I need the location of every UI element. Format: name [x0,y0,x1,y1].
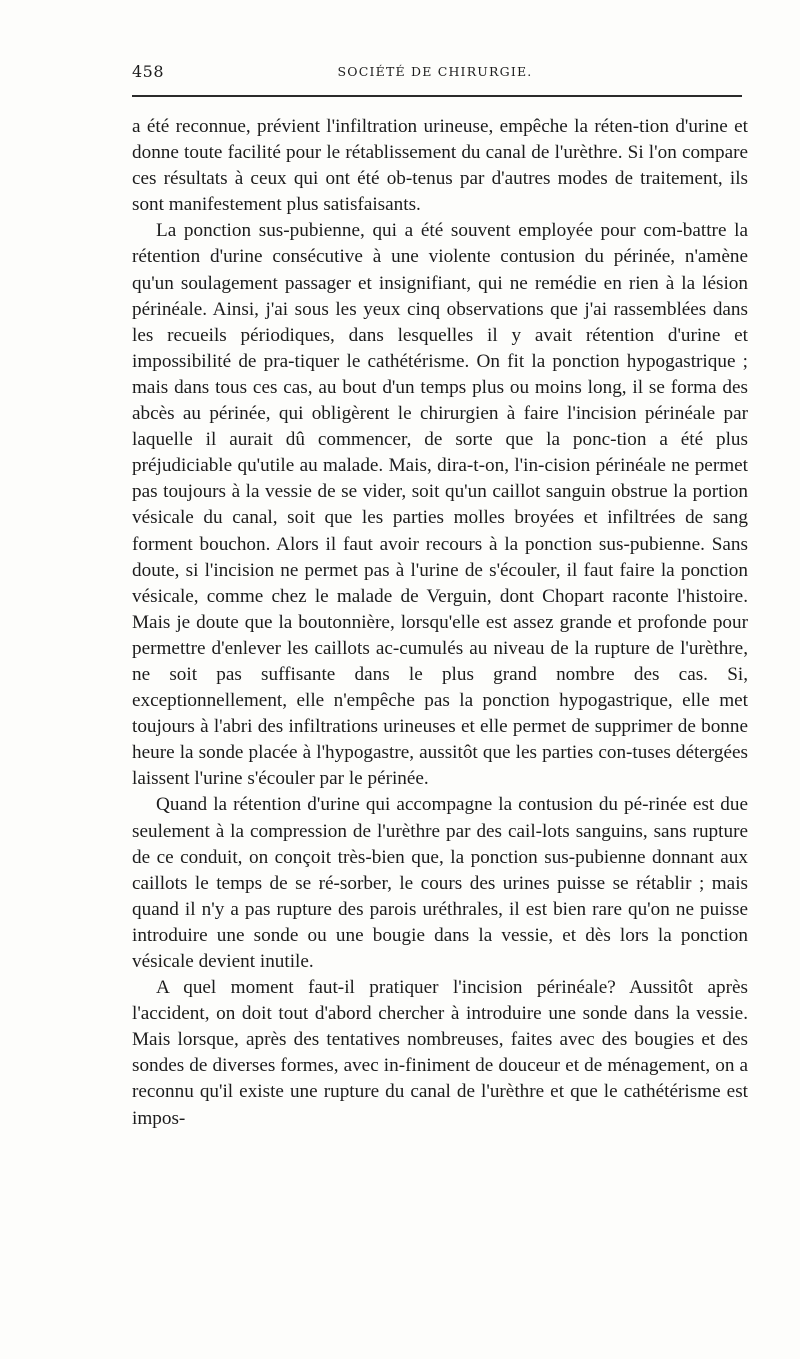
page-number: 458 [132,62,165,81]
running-title: SOCIÉTÉ DE CHIRURGIE. [337,64,533,79]
paragraph: A quel moment faut-il pratiquer l'incision périnéale? Aussitôt après l'accident, on doit tout d'abord chercher à introduire une sonde dans la vessie. Mais lorsque, après des tentatives nombreuses, faites avec des bougies et des sondes de diverses formes, avec in-finiment de douceur et de ménagement, on a reconnu qu'il existe une rupture du canal de l'urèthre et que le cathétérisme est impos- [132,977,748,1129]
page-header [130,62,740,86]
paragraph-continuation: a été reconnue, prévient l'infiltration urineuse, empêche la réten-tion d'urine et donne toute facilité pour le rétablissement du canal de l'urèthre. Si l'on compare ces résultats à ceux qui ont été ob-tenus par d'autres modes de traitement, ils sont manifestement plus satisfaisants. [132,116,748,216]
paragraph: Quand la rétention d'urine qui accompagne la contusion du pé-rinée est due seulement à la compression de l'urèthre par des cail-lots sanguins, sans rupture de ce conduit, on conçoit très-bien que, la ponction sus-pubienne donnant aux caillots le temps de se ré-sorber, le cours des urines puisse se rétablir ; mais quand il n'y a pas rupture des parois uréthrales, il est bien rare qu'on ne puisse introduire une sonde ou une bougie dans la vessie, et dès lors la ponction vésicale devient inutile. [132,794,748,972]
header-rule [132,95,742,97]
paragraph: La ponction sus-pubienne, qui a été souvent employée pour com-battre la rétention d'urine consécutive à une violente contusion du périnée, n'amène qu'un soulagement passager et insignifiant, qui ne remédie en rien à la lésion périnéale. Ainsi, j'ai sous les yeux cinq observations que j'ai rassemblées dans les recueils périodiques, dans lesquelles il y avait rétention d'urine et impossibilité de pra-tiquer le cathétérisme. On fit la ponction hypogastrique ; mais dans tous ces cas, au bout d'un temps plus ou moins long, il se forma des abcès au périnée, qui obligèrent le chirurgien à faire l'incision périnéale par laquelle il aurait dû commencer, de sorte que la ponc-tion a été plus préjudiciable qu'utile au malade. Mais, dira-t-on, l'in-cision périnéale ne permet pas toujours à la vessie de se vider, soit qu'un caillot sanguin obstrue la portion vésicale du canal, soit que les parties molles broyées et infiltrées de sang forment bouchon. Alors il faut avoir recours à la ponction sus-pubienne. Sans doute, si l'incision ne permet pas à l'urine de s'écouler, il faut faire la ponction vésicale, comme chez le malade de Verguin, dont Chopart raconte l'histoire. Mais je doute que la boutonnière, lorsqu'elle est assez grande et profonde pour permettre d'enlever les caillots ac-cumulés au niveau de la rupture de l'urèthre, ne soit pas suffisante dans le plus grand nombre des cas. Si, exceptionnellement, elle n'empêche pas la ponction hypogastrique, elle met toujours à l'abri des infiltrations urineuses et elle permet de supprimer de bonne heure la sonde placée à l'hypogastre, aussitôt que les parties con-tuses détergées laissent l'urine s'écouler par le périnée. [132,220,748,790]
body-text [132,114,748,1132]
